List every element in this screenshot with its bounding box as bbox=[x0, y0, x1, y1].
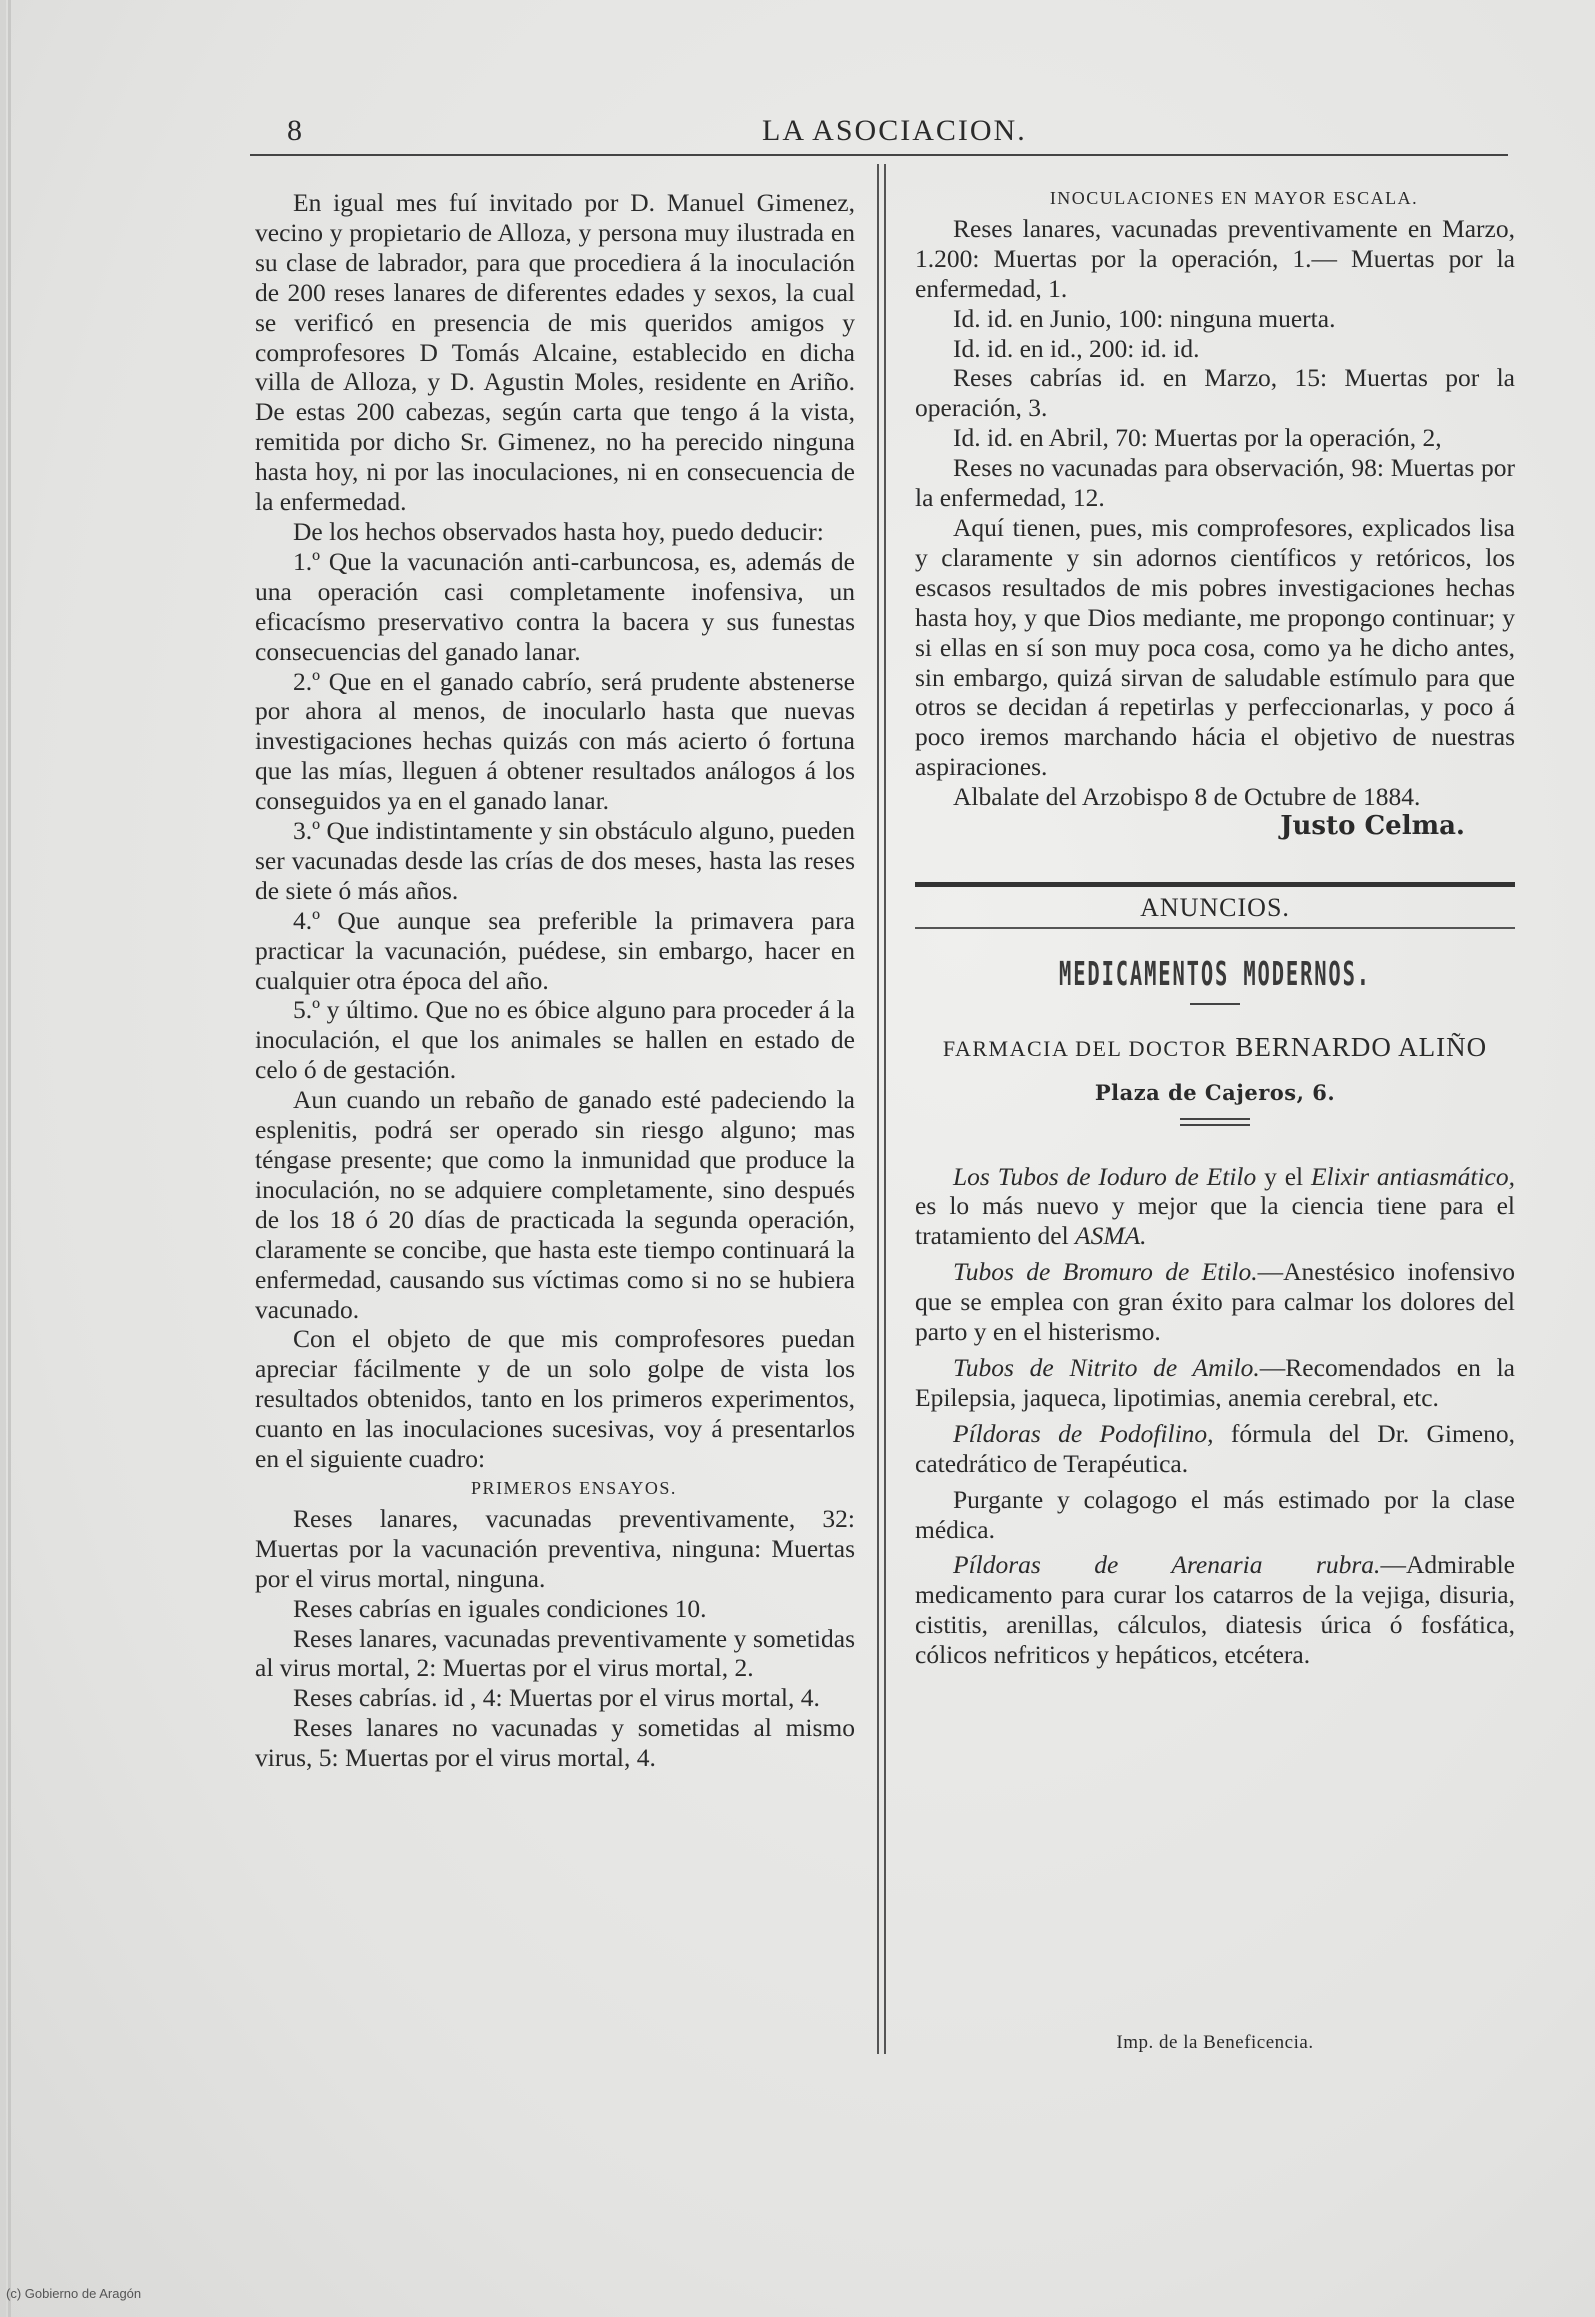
result-line: Reses cabrías. id , 4: Muertas por el virus mortal, 4. bbox=[293, 1683, 820, 1713]
product-name: ASMA. bbox=[1075, 1221, 1147, 1251]
item-text: y el bbox=[1256, 1161, 1311, 1191]
result-line: Id. id. en Abril, 70: Muertas por la operación, 2, bbox=[953, 423, 1442, 453]
copyright-watermark: (c) Gobierno de Aragón bbox=[6, 2286, 142, 2301]
pharmacy-prefix: FARMACIA DEL DOCTOR bbox=[942, 1035, 1228, 1061]
paragraph: En igual mes fuí invitado por D. Manuel Gimenez, vecino y propietario de Alloza, y persona muy ilustrada en su clase de labrador, para que procediera á la inoculación de 200 reses lanares de diferentes edades y sexos, la cual se verificó en presencia de mis queridos amigos y comprofesores D Tomás Alcaine, establecido en dicha villa de Alloza, y D. Agustin Moles, residente en Ariño. De estas 200 cabezas, según carta que tengo á la vista, remitida por dicho Sr. Gimenez, no ha perecido ninguna hasta hoy, ni por las inoculaciones, ni en consecuencia de la enfermedad. bbox=[255, 188, 855, 517]
column-divider bbox=[884, 164, 886, 2054]
page-edge-shadow bbox=[0, 0, 6, 2317]
dateline: Albalate del Arzobispo 8 de Octubre de 1884. bbox=[953, 782, 1421, 812]
item-text: —Recomendados en la Epilepsia, jaqueca, lipotimias, anemia cerebral, etc. bbox=[915, 1353, 1515, 1412]
advert-item bbox=[915, 1419, 1515, 1479]
item-text: es lo más nuevo y mejor que la ciencia tiene para el tratamiento del bbox=[915, 1191, 1515, 1251]
item-text: —Anestésico inofensivo que se emplea con gran éxito para calmar los dolores del parto y en el histerismo. bbox=[915, 1257, 1515, 1347]
conclusion-2: 2.º Que en el ganado cabrío, será prudente abstenerse por ahora al menos, de inocularlo hasta que nuevas investigaciones hechas quizás con más acierto ó fortuna que las mías, lleguen á obtener resultados análogos á los conseguidos ya en el ganado lanar. bbox=[255, 666, 855, 816]
result-line: Reses lanares, vacunadas preventivamente y sometidas al virus mortal, 2: Muertas por el virus mortal, 2. bbox=[255, 1623, 855, 1683]
advert-item bbox=[915, 1162, 1515, 1252]
ornament-dash bbox=[1190, 1003, 1240, 1005]
left-column bbox=[255, 188, 855, 1773]
page-edge-line bbox=[8, 0, 11, 2317]
result-line: Reses no vacunadas para observación, 98: Muertas por la enfermedad, 12. bbox=[915, 453, 1515, 513]
anuncios-title: ANUNCIOS. bbox=[1140, 892, 1290, 922]
right-column bbox=[915, 184, 1515, 1670]
advert-item bbox=[915, 1353, 1515, 1413]
product-name: Los Tubos de Ioduro de Etilo bbox=[953, 1161, 1257, 1191]
printer-imprint: Imp. de la Beneficencia. bbox=[1116, 2032, 1314, 2053]
section-rule bbox=[915, 927, 1515, 929]
result-line: Reses lanares no vacunadas y sometidas al mismo virus, 5: Muertas por el virus mortal, 4. bbox=[255, 1713, 855, 1773]
advert-item bbox=[915, 1257, 1515, 1347]
ornament-double-dash bbox=[1180, 1118, 1250, 1126]
pharmacy-line bbox=[915, 1033, 1515, 1064]
advert-item bbox=[915, 1550, 1515, 1670]
page-number: 8 bbox=[287, 114, 302, 147]
running-title: LA ASOCIACION. bbox=[762, 114, 1027, 147]
section-heading: PRIMEROS ENSAYOS. bbox=[471, 1477, 677, 1498]
section-heading: INOCULACIONES EN MAYOR ESCALA. bbox=[1049, 188, 1419, 208]
result-line: Id. id. en id., 200: id. id. bbox=[953, 333, 1200, 363]
advert-items bbox=[915, 1162, 1515, 1671]
result-line: Reses lanares, vacunadas preventivamente, 32: Muertas por la vacunación preventiva, ninguna: Muertas por el virus mortal, ninguna. bbox=[255, 1503, 855, 1593]
pharmacy-address: Plaza de Cajeros, 6. bbox=[1094, 1079, 1336, 1105]
product-name: Píldoras de Podofilino, bbox=[953, 1418, 1214, 1448]
item-text: fórmula del Dr. Gimeno, catedrático de Terapéutica. bbox=[915, 1418, 1516, 1478]
header-rule bbox=[250, 154, 1508, 156]
result-line: Reses cabrías id. en Marzo, 15: Muertas por la operación, 3. bbox=[915, 363, 1515, 423]
result-line: Reses lanares, vacunadas preventivamente en Marzo, 1.200: Muertas por la operación, 1.— Muertas por la enfermedad, 1. bbox=[915, 213, 1515, 303]
conclusion-4: 4.º Que aunque sea preferible la primavera para practicar la vacunación, puédese, sin embargo, hacer en cualquier otra época del año. bbox=[255, 905, 855, 995]
item-text: Purgante y colagogo el más estimado por la clase médica. bbox=[915, 1484, 1515, 1544]
conclusion-3: 3.º Que indistintamente y sin obstáculo alguno, pueden ser vacunadas desde las crías de dos meses, hasta las reses de siete ó más años. bbox=[255, 816, 855, 905]
paragraph: Aun cuando un rebaño de ganado esté padeciendo la esplenitis, podrá ser operado sin riesgo alguno; mas téngase presente; que como la inmunidad que produce la inoculación, no se adquiere completamente, sino después de los 18 ó 20 días de practicada la segunda operación, claramente se concibe, que hasta este tiempo continuará la enfermedad, causando sus víctimas como si no se hubiera vacunado. bbox=[255, 1085, 855, 1324]
paragraph: Con el objeto de que mis comprofesores puedan apreciar fácilmente y de un solo golpe de vista los resultados obtenidos, tanto en los primeros experimentos, cuanto en las inoculaciones sucesivas, voy á presentarlos en el siguiente cuadro: bbox=[255, 1324, 855, 1474]
conclusion-1: 1.º Que la vacunación anti-carbuncosa, es, además de una operación casi completamente inofensiva, un eficacísmo preservativo contra la bacera y sus funestas consecuencias del ganado lanar. bbox=[255, 546, 855, 666]
conclusion-5: 5.º y último. Que no es óbice alguno para proceder á la inoculación, el que los animales se hallen en estado de celo ó de gestación. bbox=[255, 995, 855, 1085]
advert-headline: MEDICAMENTOS MODERNOS. bbox=[1059, 953, 1371, 993]
advert-item bbox=[915, 1485, 1515, 1545]
result-line: Id. id. en Junio, 100: ninguna muerta. bbox=[953, 303, 1336, 333]
pharmacist-name: BERNARDO ALIÑO bbox=[1235, 1031, 1488, 1062]
result-line: Reses cabrías en iguales condiciones 10. bbox=[293, 1593, 707, 1623]
page-header bbox=[250, 110, 1510, 160]
column-divider bbox=[877, 164, 879, 2054]
signature: Justo Celma. bbox=[1280, 811, 1465, 842]
item-text: —Admirable medicamento para curar los catarros de la vejiga, disuria, cistitis, arenillas, cálculos, diatesis úrica ó fosfática, cólicos nefriticos y hepáticos, etcétera. bbox=[915, 1550, 1515, 1670]
product-name: Elixir antiasmático, bbox=[1310, 1161, 1515, 1191]
product-name: Píldoras de Arenaria rubra. bbox=[953, 1550, 1381, 1580]
paragraph: De los hechos observados hasta hoy, puedo deducir: bbox=[293, 516, 824, 546]
product-name: Tubos de Bromuro de Etilo. bbox=[953, 1257, 1258, 1287]
product-name: Tubos de Nitrito de Amilo. bbox=[953, 1353, 1260, 1382]
closing-paragraph: Aquí tienen, pues, mis comprofesores, explicados lisa y claramente y sin adornos científicos y retóricos, los escasos resultados de mis pobres investigaciones hechas hasta hoy, y que Dios mediante, me propongo continuar; y si ellas en sí son muy poca cosa, como ya he dicho antes, sin embargo, quizá sirvan de saludable estímulo para que otros se decidan á repetirlas y perfeccionarlas, y poco á poco iremos marchando hácia el objetivo de nuestras aspiraciones. bbox=[915, 512, 1515, 782]
